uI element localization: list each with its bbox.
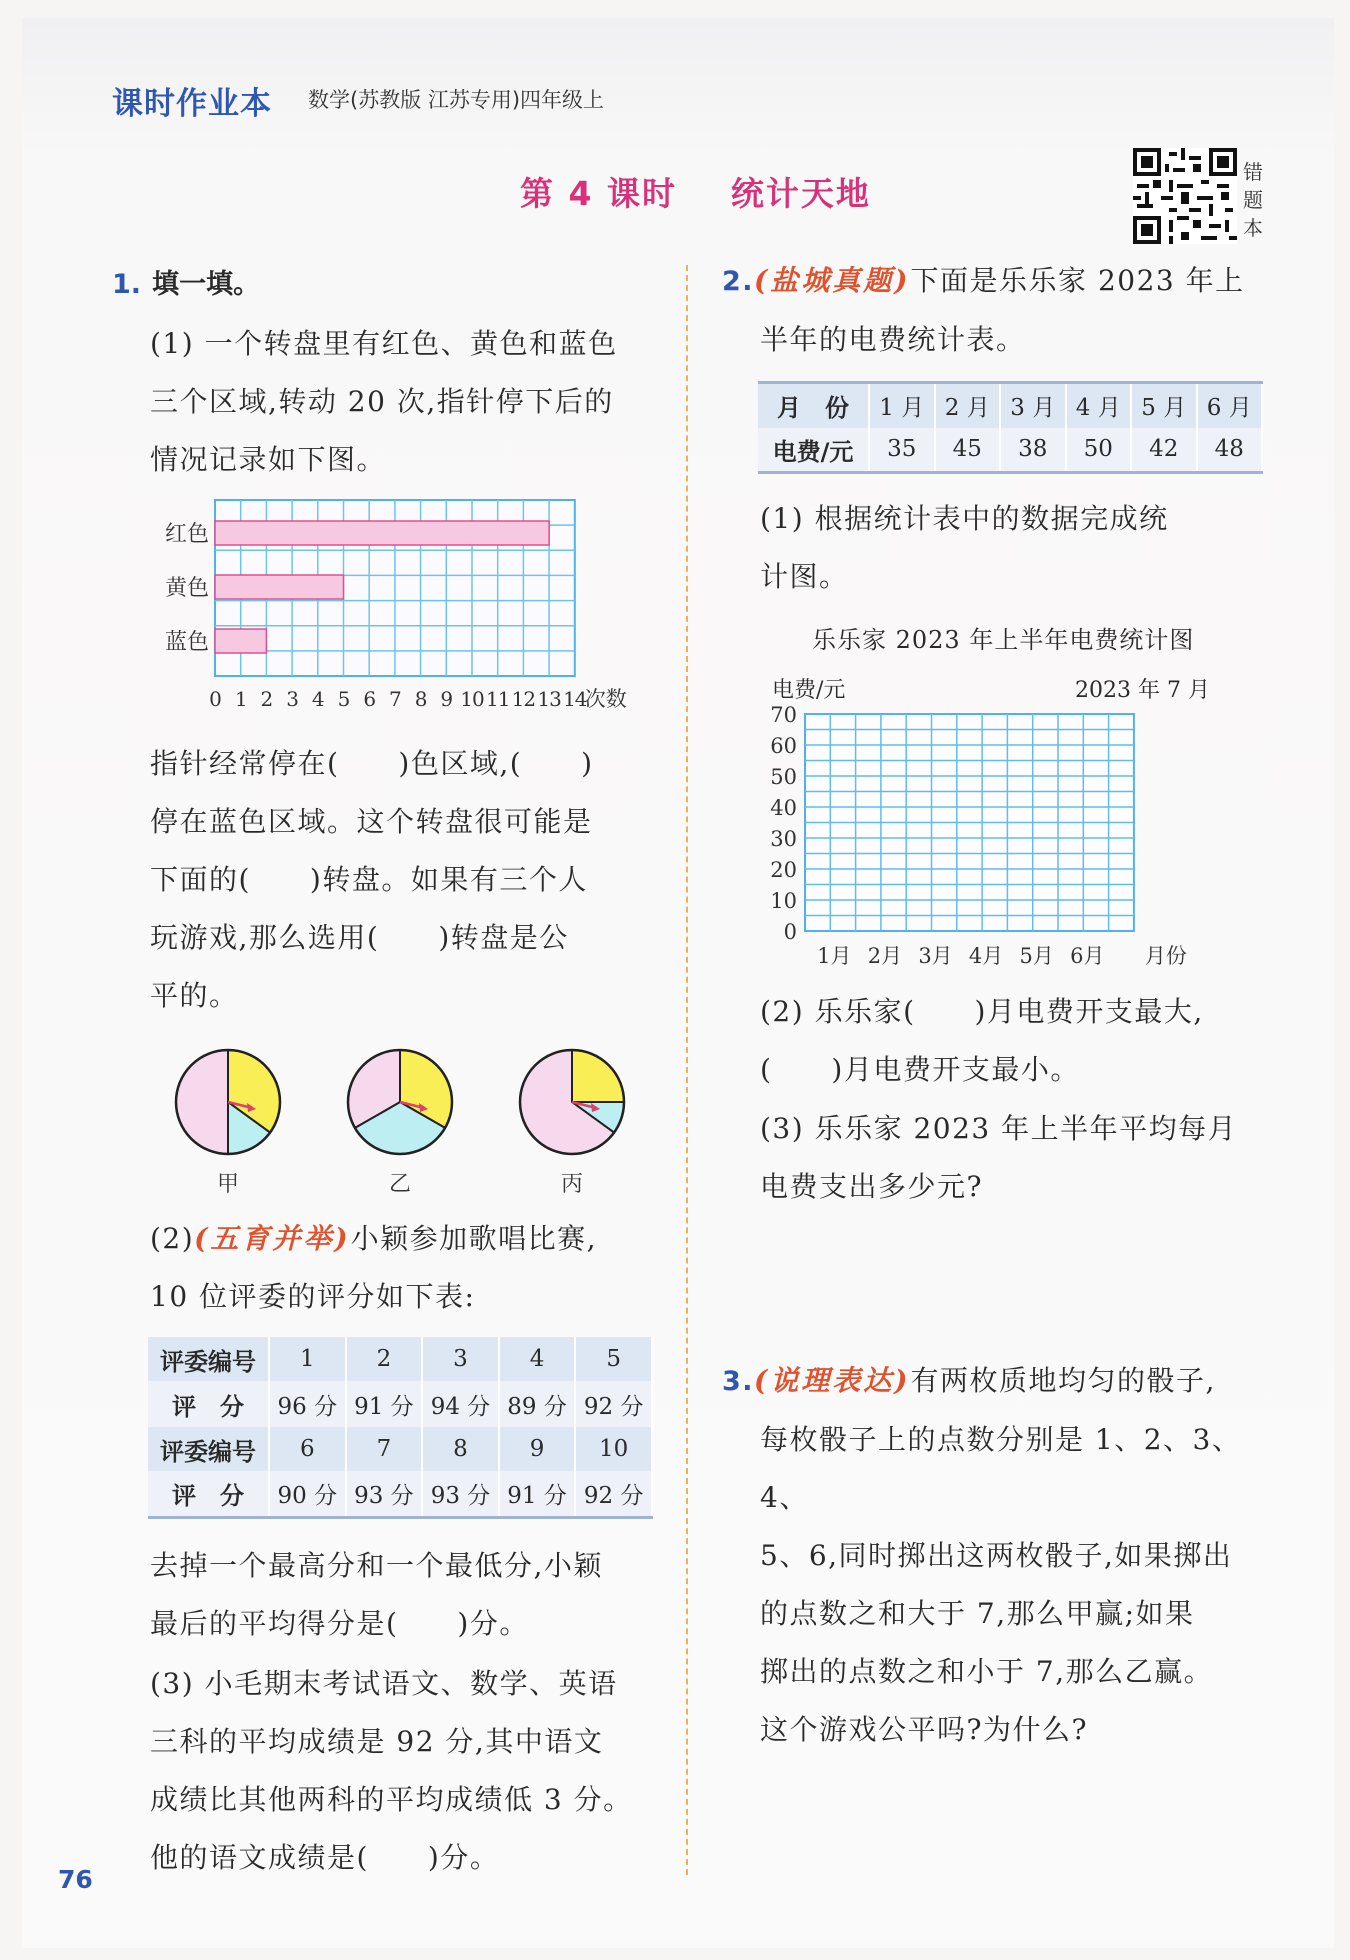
spinner-sector-pink <box>176 1050 228 1154</box>
judge-score-table <box>148 1337 653 1519</box>
x-tick-label: 9 <box>440 687 453 711</box>
table-row <box>148 1427 652 1471</box>
table-row <box>148 1337 652 1381</box>
table-cell: 4 <box>499 1337 576 1381</box>
reasoning-tag: (说理表达) <box>754 1364 911 1397</box>
y-tick-label: 60 <box>770 734 797 758</box>
q3-number: 3. <box>722 1366 755 1397</box>
x-tick-label: 1月 <box>817 944 852 968</box>
part-prefix: (2) <box>150 1222 195 1255</box>
x-tick-label: 3 <box>286 687 298 711</box>
table-cell: 96 分 <box>269 1381 346 1427</box>
column-divider <box>686 265 688 1875</box>
table-header-cell: 评 分 <box>148 1381 269 1427</box>
text-line: (1) 一个转盘里有红色、黄色和蓝色 <box>150 327 618 360</box>
q1-heading <box>112 262 260 301</box>
x-tick-label: 10 <box>460 687 484 711</box>
x-tick-label: 7 <box>389 687 401 711</box>
bar-1 <box>215 575 344 599</box>
table-cell: 94 分 <box>422 1381 499 1427</box>
text-line: 情况记录如下图。 <box>150 443 387 476</box>
table-header-cell: 评 分 <box>148 1471 269 1517</box>
y-tick-label: 20 <box>770 858 797 882</box>
y-tick-label: 30 <box>770 827 797 851</box>
table-cell: 89 分 <box>499 1381 576 1427</box>
q1-title: 填一填。 <box>152 269 261 300</box>
x-tick-label: 4 <box>311 687 324 711</box>
x-tick-label: 14 <box>563 687 587 711</box>
q1-number: 1. <box>112 269 142 300</box>
brand-title: 课时作业本 <box>112 86 272 122</box>
table-cell: 1 <box>269 1337 346 1381</box>
text-line: 计图。 <box>760 560 849 593</box>
x-tick-label: 13 <box>537 687 561 711</box>
bar-2 <box>215 629 266 653</box>
x-axis-label: 月份 <box>1144 944 1187 968</box>
text-line: 三科的平均成绩是 92 分,其中语文 <box>150 1725 604 1758</box>
wrong-question-book-label: 错题本 <box>1243 160 1263 240</box>
table-cell: 91 分 <box>346 1381 423 1427</box>
five-education-tag: (五育并举) <box>194 1222 351 1255</box>
text-line: 的点数之和大于 7,那么甲赢;如果 <box>760 1597 1195 1630</box>
table-cell: 48 <box>1197 428 1263 473</box>
table-row <box>148 1381 652 1427</box>
q1-part1-questions <box>150 735 670 1025</box>
x-tick-label: 8 <box>414 687 427 711</box>
text-line: 这个游戏公平吗?为什么? <box>760 1713 1089 1746</box>
q1-part3-text <box>150 1655 680 1887</box>
table-cell: 7 <box>346 1427 423 1471</box>
table-cell: 1 月 <box>869 383 935 428</box>
x-tick-label: 12 <box>511 687 536 711</box>
x-axis-label: 次数 <box>584 687 627 711</box>
text-line: 最后的平均得分是( )分。 <box>150 1607 529 1640</box>
text-line: 半年的电费统计表。 <box>760 323 1026 356</box>
text-line <box>150 1210 680 1268</box>
q2-part3-text <box>760 1100 1280 1216</box>
table-cell: 3 月 <box>1000 383 1066 428</box>
y-tick-label: 50 <box>770 765 797 789</box>
page-number: 76 <box>58 1865 93 1894</box>
x-tick-label: 4月 <box>968 944 1004 968</box>
qr-code-icon[interactable] <box>1133 148 1237 244</box>
line-chart-title: 乐乐家 2023 年上半年电费统计图 <box>812 626 1195 654</box>
table-cell: 5 月 <box>1131 383 1197 428</box>
table-header-cell: 评委编号 <box>148 1337 269 1381</box>
text-line: 停在蓝色区域。这个转盘很可能是 <box>150 805 593 838</box>
table-cell: 6 月 <box>1197 383 1263 428</box>
table-header-cell: 评委编号 <box>148 1427 269 1471</box>
y-tick-label: 0 <box>783 920 797 944</box>
x-tick-label: 11 <box>485 687 510 711</box>
q3-text <box>722 1352 1282 1759</box>
text-line <box>722 1352 1282 1411</box>
lesson-title: 第 4 课时 统计天地 <box>520 174 871 213</box>
text-line: ( )月电费开支最小。 <box>760 1053 1080 1086</box>
y-tick-label: 70 <box>770 703 797 727</box>
subject-subtitle: 数学(苏教版 江苏专用)四年级上 <box>308 88 605 112</box>
q2-heading <box>722 252 1282 369</box>
table-cell: 10 <box>575 1427 652 1471</box>
text-line: 玩游戏,那么选用( )转盘是公 <box>150 921 569 954</box>
x-tick-label: 5月 <box>1019 944 1054 968</box>
text-line: 他的语文成绩是( )分。 <box>150 1841 500 1874</box>
x-tick-label: 6月 <box>1070 944 1105 968</box>
table-cell: 91 分 <box>499 1471 576 1517</box>
table-cell: 3 <box>422 1337 499 1381</box>
text-line: 每枚骰子上的点数分别是 1、2、3、4、 <box>760 1423 1242 1514</box>
q2-number: 2. <box>722 266 755 297</box>
x-tick-label: 5 <box>337 687 350 711</box>
table-cell: 35 <box>869 428 935 473</box>
table-cell: 6 <box>269 1427 346 1471</box>
text-line: (2) 乐乐家( )月电费开支最大, <box>760 995 1204 1028</box>
table-cell: 4 月 <box>1066 383 1132 428</box>
q2-part2-text <box>760 983 1280 1099</box>
text-line: 成绩比其他两科的平均成绩低 3 分。 <box>150 1783 633 1816</box>
x-tick-label: 2月 <box>867 944 903 968</box>
text-span: 下面是乐乐家 2023 年上 <box>910 264 1245 297</box>
table-cell: 42 <box>1131 428 1197 473</box>
text-line: (3) 乐乐家 2023 年上半年平均每月 <box>760 1112 1238 1145</box>
table-cell: 8 <box>422 1427 499 1471</box>
table-cell: 5 <box>575 1337 652 1381</box>
category-label: 红色 <box>164 522 209 547</box>
spinner-label: 乙 <box>388 1172 412 1197</box>
text-line: 下面的( )转盘。如果有三个人 <box>150 863 588 896</box>
y-tick-label: 10 <box>770 889 797 913</box>
text-span: 有两枚质地均匀的骰子, <box>910 1364 1216 1397</box>
table-cell: 90 分 <box>269 1471 346 1517</box>
spinner-bar-chart <box>150 492 660 732</box>
table-row <box>758 383 1262 428</box>
text-line: 5、6,同时掷出这两枚骰子,如果掷出 <box>760 1539 1233 1572</box>
y-tick-label: 40 <box>770 796 797 820</box>
text-line: 三个区域,转动 20 次,指针停下后的 <box>150 385 614 418</box>
q2-part1-text <box>760 490 1280 606</box>
table-cell: 92 分 <box>575 1381 652 1427</box>
line-chart-y-label: 电费/元 <box>772 678 846 703</box>
category-label: 蓝色 <box>164 630 209 655</box>
x-tick-label: 3月 <box>918 944 953 968</box>
table-cell: 2 月 <box>935 383 1001 428</box>
spinner-options <box>160 1030 660 1200</box>
text-line: 掷出的点数之和小于 7,那么乙赢。 <box>760 1655 1214 1688</box>
table-cell: 2 <box>346 1337 423 1381</box>
x-tick-label: 1 <box>234 687 247 711</box>
table-header-cell: 电费/元 <box>758 428 869 473</box>
spinner-label: 丙 <box>560 1172 584 1197</box>
text-line: 指针经常停在( )色区域,( ) <box>150 747 594 780</box>
q1-part2-question <box>150 1537 680 1653</box>
text-line: 电费支出多少元? <box>760 1170 984 1203</box>
category-label: 黄色 <box>164 576 209 601</box>
table-cell: 9 <box>499 1427 576 1471</box>
text-span: 小颖参加歌唱比赛, <box>350 1222 598 1255</box>
table-cell: 38 <box>1000 428 1066 473</box>
spinner-label: 甲 <box>216 1172 240 1197</box>
text-line <box>722 252 1282 311</box>
table-cell: 93 分 <box>346 1471 423 1517</box>
electricity-line-chart-grid[interactable] <box>765 702 1265 982</box>
table-cell: 92 分 <box>575 1471 652 1517</box>
table-cell: 45 <box>935 428 1001 473</box>
line-chart-date: 2023 年 7 月 <box>1075 678 1210 703</box>
electricity-fee-table <box>758 381 1263 474</box>
bar-0 <box>215 521 549 545</box>
table-cell: 50 <box>1066 428 1132 473</box>
table-row <box>148 1471 652 1517</box>
x-tick-label: 2 <box>260 687 273 711</box>
text-line: (3) 小毛期末考试语文、数学、英语 <box>150 1667 618 1700</box>
table-cell: 93 分 <box>422 1471 499 1517</box>
table-header-cell: 月 份 <box>758 383 869 428</box>
text-line: 去掉一个最高分和一个最低分,小颖 <box>150 1549 603 1582</box>
text-line: 10 位评委的评分如下表: <box>150 1280 476 1313</box>
table-row <box>758 428 1262 473</box>
q1-part2-text <box>150 1210 680 1326</box>
x-tick-label: 0 <box>209 687 221 711</box>
text-line: 平的。 <box>150 979 239 1012</box>
x-tick-label: 6 <box>363 687 376 711</box>
text-line: (1) 根据统计表中的数据完成统 <box>760 502 1169 535</box>
q1-part1-text <box>150 315 670 489</box>
yancheng-exam-tag: (盐城真题) <box>754 264 911 297</box>
